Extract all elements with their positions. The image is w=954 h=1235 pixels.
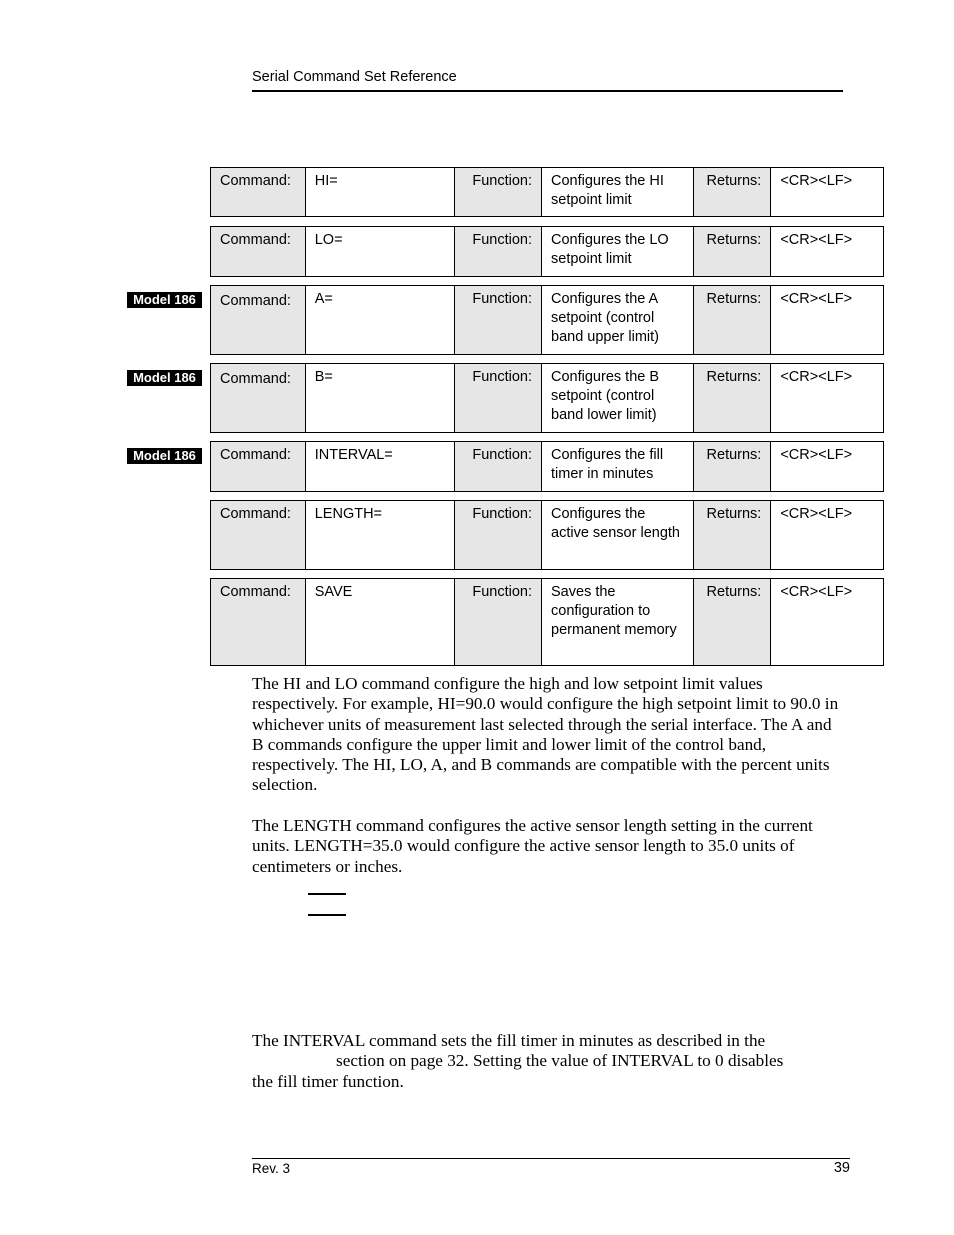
returns-value: <CR><LF> — [771, 168, 883, 216]
command-value: A= — [306, 286, 456, 354]
paragraph-hi-lo: The HI and LO command configure the high and low setpoint limit values respectively. For example, HI=90.0 would configure the high setpoint limit to 90.0 in whichever units of measurement last selected through the serial interface. The A and B commands configure the upper limit and lower limit of the control band, respectively. The HI, LO, A, and B commands are compatible with the percent units selection. — [252, 674, 839, 795]
command-label: Command: — [211, 364, 306, 432]
function-value: Configures the active sensor length — [542, 501, 694, 569]
model-186-badge: Model 186 — [127, 292, 202, 308]
function-label: Function: — [455, 168, 542, 216]
returns-label: Returns: — [694, 501, 772, 569]
returns-label: Returns: — [694, 227, 772, 276]
model-186-badge: Model 186 — [127, 370, 202, 386]
command-value: SAVE — [306, 579, 456, 665]
command-value: LO= — [306, 227, 456, 276]
command-label: Command: — [211, 501, 306, 569]
command-table-hi — [210, 167, 884, 217]
returns-value: <CR><LF> — [771, 364, 883, 432]
returns-value: <CR><LF> — [771, 442, 883, 491]
note-rule-bottom — [308, 914, 346, 916]
command-table-a — [210, 285, 884, 355]
command-table-b — [210, 363, 884, 433]
function-label: Function: — [455, 442, 542, 491]
function-label: Function: — [455, 364, 542, 432]
returns-value: <CR><LF> — [771, 501, 883, 569]
paragraph-length: The LENGTH command configures the active sensor length setting in the current units. LENGTH=35.0 would configure the active sensor length to 35.0 units of centimeters or inches. — [252, 816, 813, 876]
paragraph-interval-line-2: section on page 32. Setting the value of INTERVAL to 0 disables — [336, 1051, 784, 1071]
note-rule-top — [308, 893, 346, 895]
command-table-length — [210, 500, 884, 570]
returns-label: Returns: — [694, 286, 772, 354]
returns-label: Returns: — [694, 579, 772, 665]
command-value: B= — [306, 364, 456, 432]
function-label: Function: — [455, 227, 542, 276]
function-value: Configures the B setpoint (control band lower limit) — [542, 364, 694, 432]
paragraph-interval — [252, 1031, 844, 1092]
returns-value: <CR><LF> — [771, 286, 883, 354]
command-label: Command: — [211, 168, 306, 216]
function-label: Function: — [455, 501, 542, 569]
paragraph-interval-line-1: The INTERVAL command sets the fill timer in minutes as described in the — [252, 1031, 766, 1050]
function-value: Configures the A setpoint (control band upper limit) — [542, 286, 694, 354]
footer-rule — [252, 1158, 850, 1159]
page-number: 39 — [833, 1160, 850, 1176]
command-value: INTERVAL= — [306, 442, 456, 491]
command-table-save — [210, 578, 884, 666]
command-label: Command: — [211, 227, 306, 276]
function-value: Configures the HI setpoint limit — [542, 168, 694, 216]
footer-revision: Rev. 3 — [252, 1161, 291, 1176]
command-label: Command: — [211, 442, 306, 491]
running-header: Serial Command Set Reference — [252, 69, 457, 85]
function-label: Function: — [455, 579, 542, 665]
command-value: HI= — [306, 168, 456, 216]
model-186-badge: Model 186 — [127, 448, 202, 464]
command-label: Command: — [211, 286, 306, 354]
returns-value: <CR><LF> — [771, 227, 883, 276]
command-table-lo — [210, 226, 884, 277]
command-table-interval — [210, 441, 884, 492]
function-value: Configures the fill timer in minutes — [542, 442, 694, 491]
command-value: LENGTH= — [306, 501, 456, 569]
command-label: Command: — [211, 579, 306, 665]
returns-value: <CR><LF> — [771, 579, 883, 665]
returns-label: Returns: — [694, 364, 772, 432]
header-rule — [252, 90, 843, 92]
function-label: Function: — [455, 286, 542, 354]
returns-label: Returns: — [694, 442, 772, 491]
returns-label: Returns: — [694, 168, 772, 216]
function-value: Saves the configuration to permanent memory — [542, 579, 694, 665]
paragraph-interval-line-3: the fill timer function. — [252, 1071, 404, 1091]
function-value: Configures the LO setpoint limit — [542, 227, 694, 276]
